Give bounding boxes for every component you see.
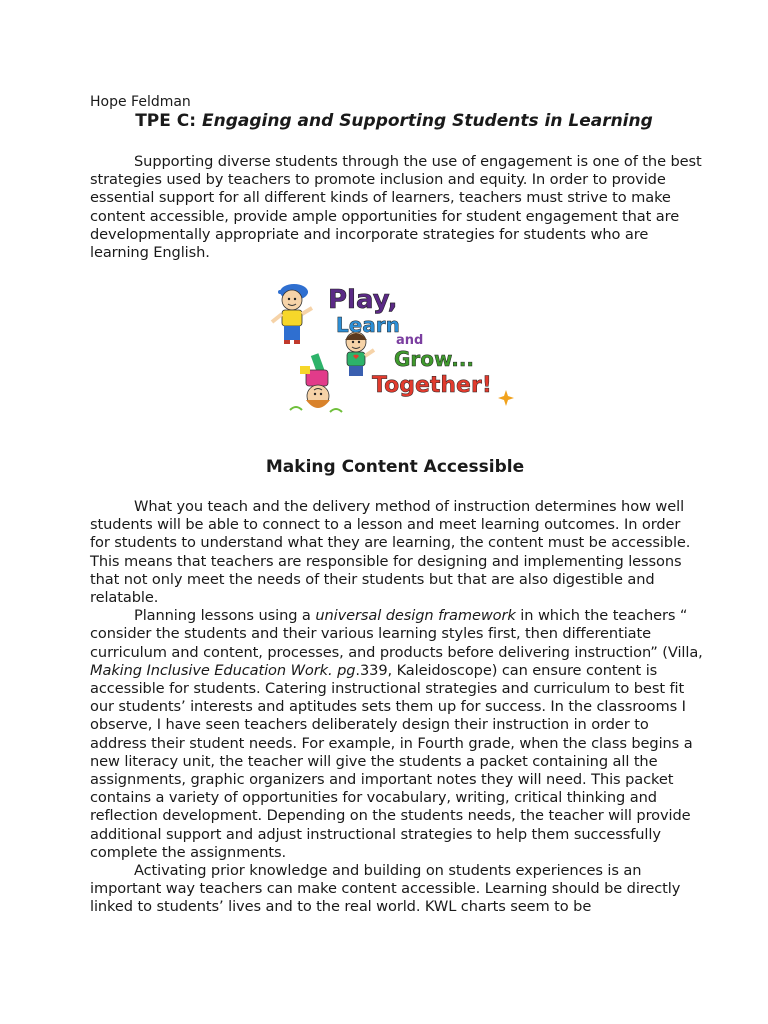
section-body [90,498,704,917]
paragraph-2-term: universal design framework [315,607,516,625]
paragraph-3: Activating prior knowledge and building on students experiences is an important way teachers can make content accessible. Learning should be directly linked to students’ lives and to the real world. KWL charts seem to be [90,862,681,916]
title-prefix: TPE C: [135,111,197,131]
author-name: Hope Feldman [90,94,191,110]
boy-figure [272,284,312,344]
section-heading: Making Content Accessible [265,457,525,477]
play-learn-grow-illustration [270,278,520,420]
illustration-word-grow: Grow... [394,347,475,371]
paragraph-2-part-a: Planning lessons using a [134,607,316,625]
paragraph-2-part-e: .339, Kaleidoscope) can ensure content is accessible for students. Catering instructional strategies and curriculum to best fit our students’ interests and aptitudes sets them up for success. In the classrooms I observe, I have seen teachers deliberately design their instruction in order to address their student needs. For example, in Fourth grade, when the class begins a new literacy unit, the teacher will give the students a packet containing all the assignments, graphic organizers and important notes they will need. This packet contains a variety of opportunities for vocabulary, writing, critical thinking and reflection development. Depending on the students needs, the teacher will provide additional support and adjust instructional strategies to help them successfully complete the assignments. [90,661,693,861]
paragraph-2-part-c: in which the teachers “ consider the students and their various learning styles first, then differentiate curriculum and content, processes, and products before delivering instruction” (Villa, [90,607,703,661]
document-title [0,110,768,132]
sparkle-icon [498,390,514,406]
tumbling-child-figure [290,353,342,412]
illustration-word-together: Together! [372,373,492,398]
paragraph-2-citation-title: Making Inclusive Education Work. pg [90,661,356,679]
intro-paragraph: Supporting diverse students through the use of engagement is one of the best strategies used by teachers to promote inclusion and equity. In order to provide essential support for all different kinds of learners, teachers must strive to make content accessible, provide ample opportunities for student engagement that are developmentally appropriate and incorporate strategies for students who are learning English. [90,153,702,262]
girl-figure [345,332,374,376]
illustration-word-and: and [396,333,424,348]
title-main: Engaging and Supporting Students in Learning [201,111,653,131]
intro-block [90,153,704,262]
illustration-word-learn: Learn [336,313,400,337]
paragraph-1: What you teach and the delivery method of instruction determines how well students will be able to connect to a lesson and meet learning outcomes. In order for students to understand what they are learning, the content must be accessible. This means that teachers are responsible for designing and implementing lessons that not only meet the needs of their students but that are also digestible and relatable. [90,498,691,607]
illustration-word-play: Play, [328,285,398,315]
paragraph-2 [90,607,704,862]
kids-clipart-svg [270,278,520,420]
